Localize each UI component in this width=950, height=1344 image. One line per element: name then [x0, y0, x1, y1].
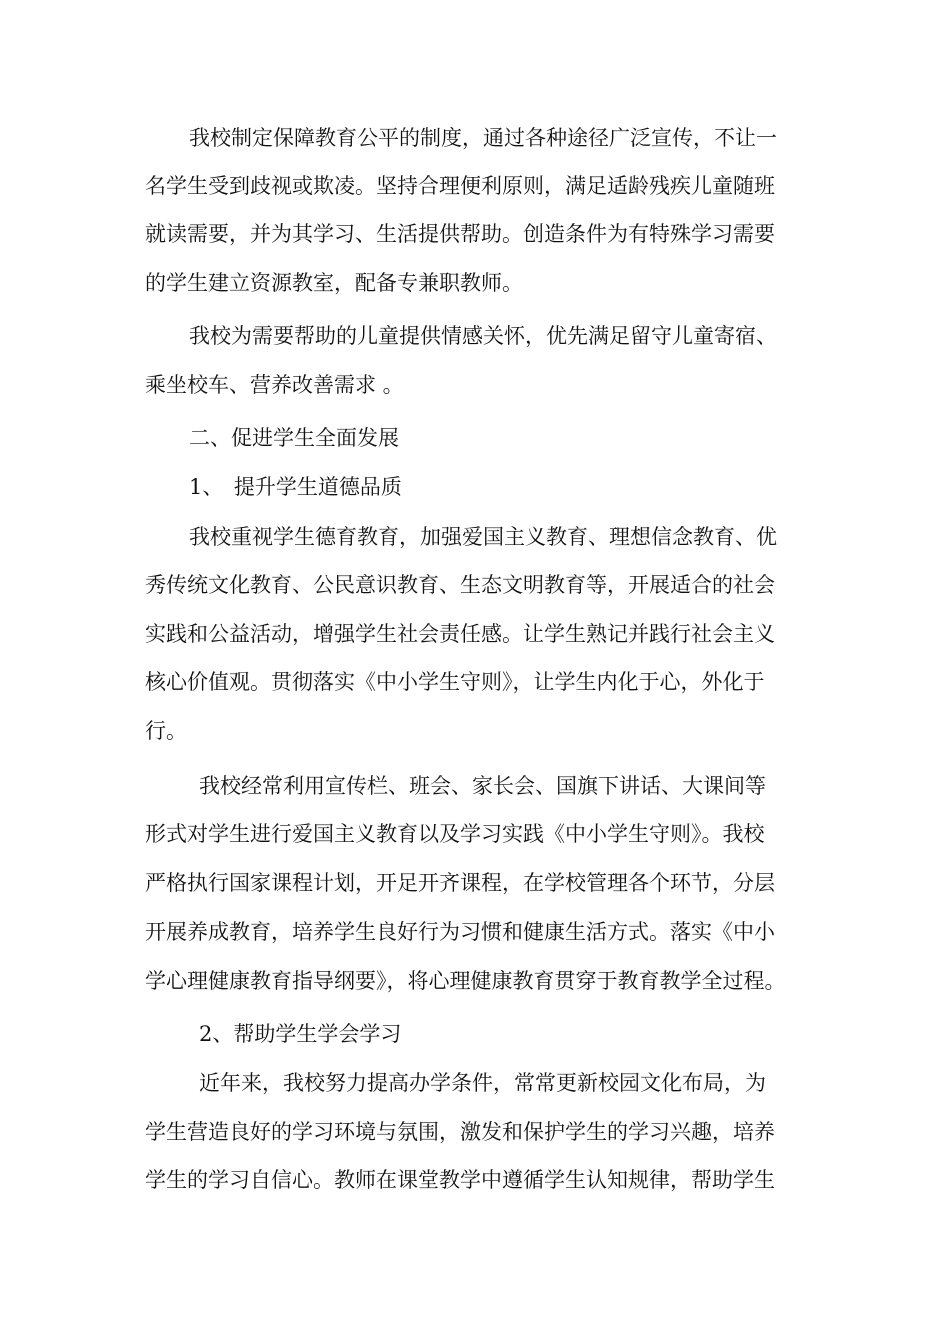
paragraph-line: 就读需要，并为其学习、生活提供帮助。创造条件为有特殊学习需要: [145, 222, 775, 246]
paragraph-line: 近年来，我校努力提高办学条件，常常更新校园文化布局，为: [199, 1071, 766, 1095]
paragraph-line: 乘坐校车、营养改善需求 。: [145, 373, 404, 397]
paragraph-line: 我校经常利用宣传栏、班会、家长会、国旗下讲话、大课间等: [199, 774, 766, 798]
paragraph-line: 我校为需要帮助的儿童提供情感关怀，优先满足留守儿童寄宿、: [189, 324, 777, 348]
paragraph-line: 开展养成教育，培养学生良好行为习惯和健康生活方式。落实《中小: [145, 920, 775, 944]
paragraph-line: 秀传统文化教育、公民意识教育、生态文明教育等，开展适合的社会: [145, 573, 775, 597]
paragraph-line: 学心理健康教育指导纲要》，将心理健康教育贯穿于教育教学全过程。: [145, 969, 786, 993]
paragraph-line: 形式对学生进行爱国主义教育以及学习实践《中小学生守则》。我校: [145, 822, 765, 846]
paragraph-line: 严格执行国家课程计划，开足开齐课程，在学校管理各个环节，分层: [145, 871, 775, 895]
paragraph-line: 学生营造良好的学习环境与氛围，激发和保护学生的学习兴趣，培养: [145, 1120, 775, 1144]
paragraph-line: 我校制定保障教育公平的制度，通过各种途径广泛宣传，不让一: [189, 126, 777, 150]
subsection-heading: 1、 提升学生道德品质: [189, 475, 402, 499]
paragraph-line: 名学生受到歧视或欺凌。坚持合理便利原则，满足适龄残疾儿童随班: [145, 174, 775, 198]
paragraph-line: 核心价值观。贯彻落实《中小学生守则》，让学生内化于心，外化于: [145, 670, 765, 694]
paragraph-line: 实践和公益活动，增强学生社会责任感。让学生熟记并践行社会主义: [145, 622, 775, 646]
subsection-heading: 2、帮助学生学会学习: [199, 1022, 402, 1046]
paragraph-line: 行。: [145, 719, 187, 743]
section-heading: 二、促进学生全面发展: [189, 426, 399, 450]
paragraph-line: 我校重视学生德育教育，加强爱国主义教育、理想信念教育、优: [189, 525, 777, 549]
paragraph-line: 的学生建立资源教室，配备专兼职教师。: [145, 271, 523, 295]
paragraph-line: 学生的学习自信心。教师在课堂教学中遵循学生认知规律，帮助学生: [145, 1168, 775, 1192]
